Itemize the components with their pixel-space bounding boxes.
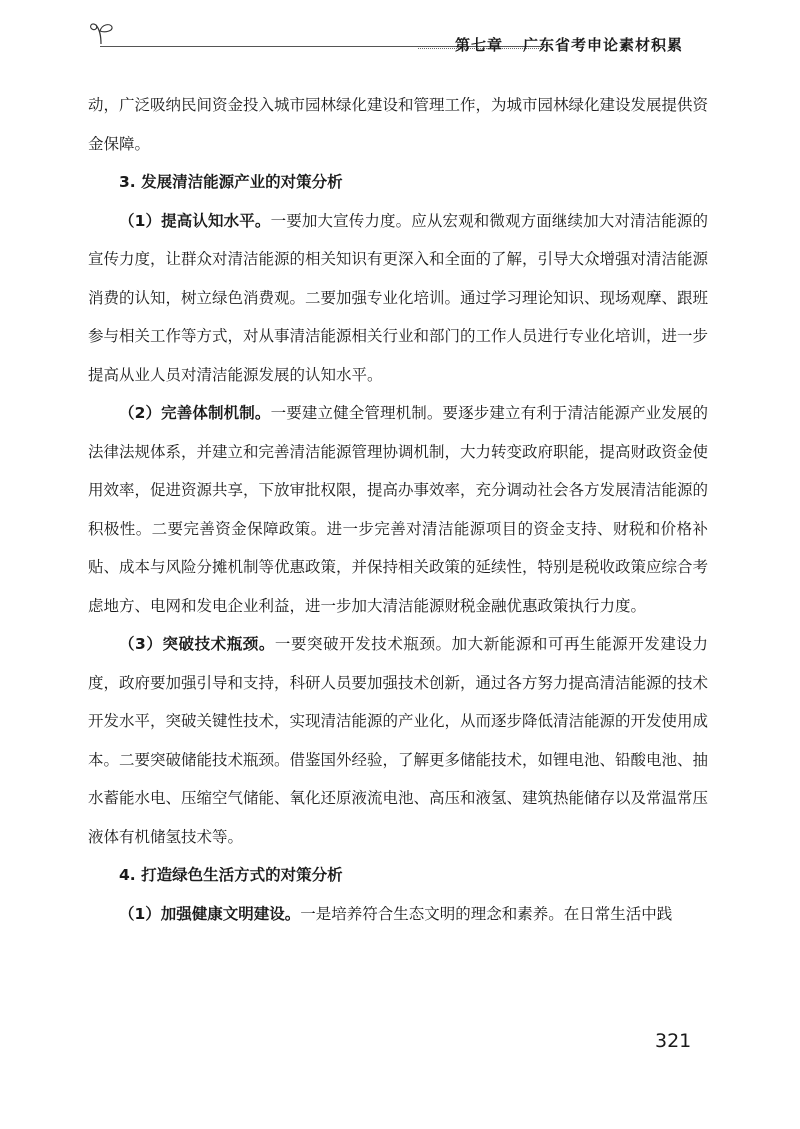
- item-label: （3）突破技术瓶颈。: [119, 635, 275, 653]
- item-text: 一要建立健全管理机制。要逐步建立有利于清洁能源产业发展的法律法规体系，并建立和完善清洁能源管理协调机制，大力转变政府职能，提高财政资金使用效率，促进资源共享，下放审批权限，提高办事效率，充分调动社会各方发展清洁能源的积极性。二要完善资金保障政策。进一步完善对清洁能源项目的资金支持、财税和价格补贴、成本与风险分摊机制等优惠政策，并保持相关政策的延续性，特别是税收政策应综合考虑地方、电网和发电企业利益，进一步加大清洁能源财税金融优惠政策执行力度。: [88, 404, 709, 615]
- paragraph-3-1: [88, 202, 708, 395]
- item-text: 一要加大宣传力度。应从宏观和微观方面继续加大对清洁能源的宣传力度，让群众对清洁能源的相关知识有更深入和全面的了解，引导大众增强对清洁能源消费的认知，树立绿色消费观。二要加强专业化培训。通过学习理论知识、现场观摩、跟班参与相关工作等方式，对从事清洁能源相关行业和部门的工作人员进行专业化培训，进一步提高从业人员对清洁能源发展的认知水平。: [88, 211, 709, 384]
- chapter-label: 第七章: [455, 36, 504, 54]
- paragraph-3-3: [88, 625, 708, 856]
- section-3-heading: 3. 发展清洁能源产业的对策分析: [119, 173, 343, 191]
- item-label: （1）加强健康文明建设。: [119, 904, 301, 923]
- book-title: 广东省考申论素材积累: [523, 36, 684, 54]
- page-body: [88, 86, 708, 933]
- continuation-paragraph: 动，广泛吸纳民间资金投入城市园林绿化建设和管理工作，为城市园林绿化建设发展提供资金保障。: [88, 96, 709, 153]
- sprout-leaf-icon: [88, 18, 118, 48]
- running-header: [88, 18, 708, 58]
- section-4-heading: 4. 打造绿色生活方式的对策分析: [119, 866, 343, 884]
- page-number: 321: [655, 1030, 692, 1052]
- paragraph-4-1: [88, 895, 708, 934]
- item-text: 一是培养符合生态文明的理念和素养。在日常生活中践: [300, 904, 673, 923]
- item-label: （1）提高认知水平。: [119, 211, 271, 230]
- item-text: 一要突破开发技术瓶颈。加大新能源和可再生能源开发建设力度，政府要加强引导和支持，科研人员要加强技术创新，通过各方努力提高清洁能源的技术开发水平，突破关键性技术，实现清洁能源的产业化，从而逐步降低清洁能源的开发使用成本。二要突破储能技术瓶颈。借鉴国外经验，了解更多储能技术，如锂电池、铅酸电池、抽水蓄能水电、压缩空气储能、氧化还原液流电池、高压和液氢、建筑热能储存以及常温常压液体有机储氢技术等。: [88, 635, 709, 846]
- paragraph-3-2: [88, 394, 708, 625]
- item-label: （2）完善体制机制。: [119, 404, 271, 422]
